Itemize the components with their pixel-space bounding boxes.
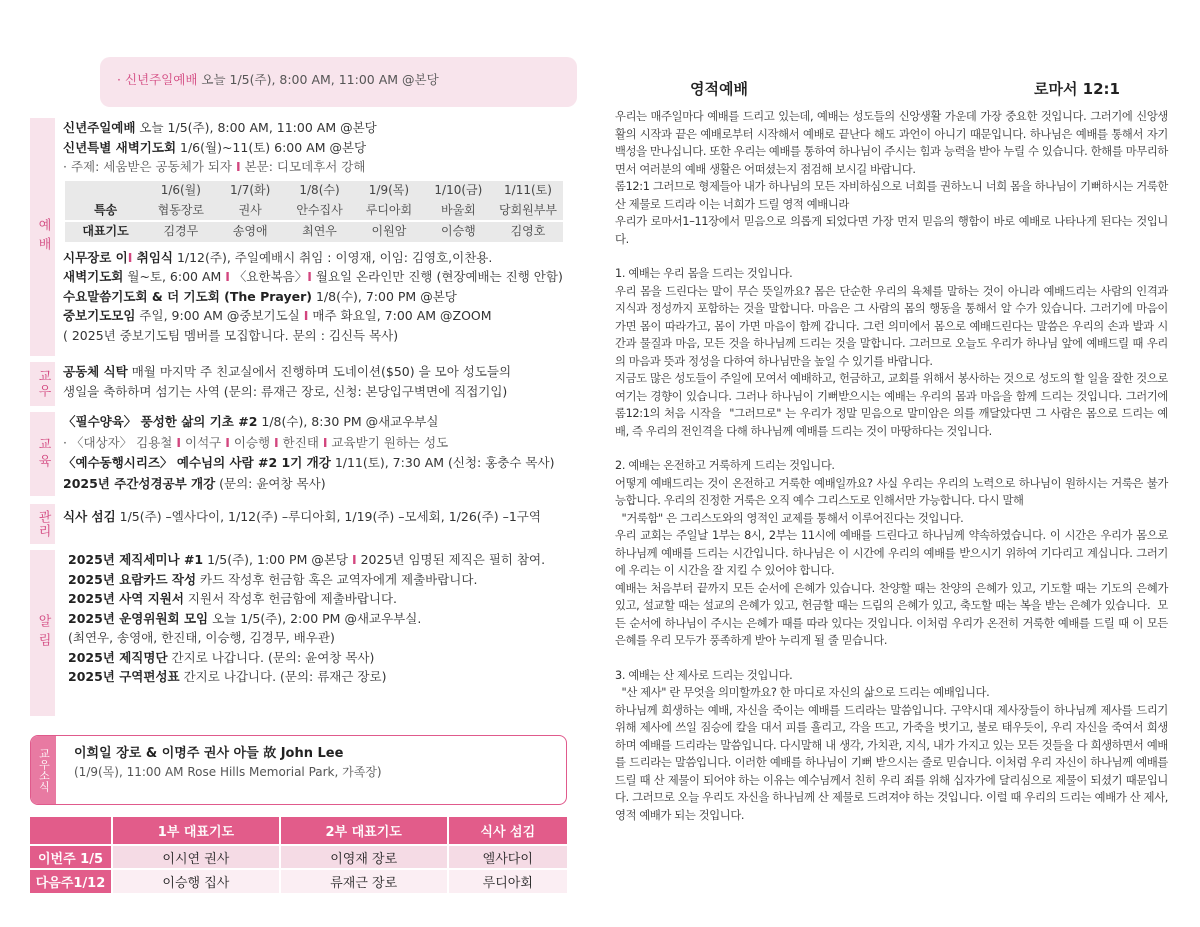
schedule-cell: 이원암 [354,221,423,242]
schedule-cell: 바울회 [424,201,493,222]
management-section [30,504,560,544]
schedule-cell: 최연우 [285,221,354,242]
worship-line: 새벽기도회 월~토, 6:00 AM I 〈요한복음〉I 월요일 온라인만 진행 (현장예배는 진행 안함) [63,269,563,284]
table-corner [65,181,146,201]
worship-line: · 주제: 세움받은 공동체가 되자 I 본문: 디모데후서 강해 [63,159,366,174]
sermon-title: 영적예배 [690,80,748,98]
row-label: 대표기도 [65,221,146,242]
duty-header: 2부 대표기도 [280,817,448,845]
worship-line: 중보기도모임 주일, 9:00 AM @중보기도실 I 매주 화요일, 7:00 AM @ZOOM [63,308,492,323]
service-duty-table [30,817,567,893]
condolence-title: 이희일 장로 & 이명주 권사 아들 故 John Lee [74,746,344,761]
notice-section [30,550,560,716]
sermon-paragraph: 우리는 매주일마다 예배를 드리고 있는데, 예배는 성도들의 신앙생활 가운데 가장 중요한 것입니다. 그러기에 신앙생활의 시작과 끝은 예배로부터 시작해서 예배로 끝난다 해도 과언이 아니기 때문입니다. 하나님은 예배를 통해서 자기 백성을 만나십니다. 또한 우리는 예배를 통하여 하나님이 주시는 힘과 능력을 받아 누릴 수 있습니다. 한해를 마무리하면서 여러분의 예배 생활은 어떠셨는지 점검해 보시길 바랍니다. 롬12:1 그러므로 형제들아 내가 하나님의 모든 자비하심으로 너희를 권하노니 너희 몸을 하나님이 기뻐하시는 거룩한 산 제물로 드리라 이는 너희가 드릴 영적 예배니라 우리가 로마서1–11장에서 믿음으로 의롭게 되었다면 가장 먼저 믿음의 행함이 바로 예배로 나타나게 된다는 것입니다. [615,110,1168,246]
worship-line: 신년주일예배 오늘 1/5(주), 8:00 AM, 11:00 AM @본당 [63,120,377,135]
schedule-cell: 협동장로 [146,201,215,222]
sermon-scripture-ref: 로마서 12:1 [1033,80,1120,98]
schedule-cell: 권사 [216,201,285,222]
worship-section [30,118,563,356]
education-tab: 교육 [30,412,55,496]
sermon-paragraph: 2. 예배는 온전하고 거룩하게 드리는 것입니다. 어떻게 예배드리는 것이 온전하고 거룩한 예배일까요? 사실 우리는 우리의 노력으로 하나님이 원하시는 거룩은 불가능합니다. 우리의 진정한 거룩은 오직 예수 그리스도로 인해서만 가능합니다. 다시 말해 "거룩함" 은 그리스도와의 영적인 교제를 통해서 이루어진다는 것입니다. 우리 교회는 주일날 1부는 8시, 2부는 11시에 예배를 드린다고 하나님께 약속하였습니다. 이 시간은 우리가 몸으로 하나님께 예배를 드리는 시간입니다. 하나님은 이 시간에 우리의 예배를 받으시기 위하여 기다리고 계십니다. 그러기에 우리는 이 시간을 잘 지킬 수 있어야 합니다. 예배는 처음부터 끝까지 모든 순서에 은혜가 있습니다. 찬양할 때는 찬양의 은혜가 있고, 기도할 때는 기도의 은혜가 있고, 설교할 때는 설교의 은혜가 있고, 헌금할 때는 드림의 은혜가 있고, 축도할 때는 복을 받는 은혜가 있습니다. 모든 순서에 하나님이 주시는 은혜가 때를 따라 있다는 것입니다. 이처럼 우리가 온전히 거룩한 예배를 드릴 때 이 모든 은혜를 우리 모두가 풍족하게 받아 누리게 될 줄 믿습니다. [615,459,1168,647]
education-section [30,412,560,496]
fellowship-body: 공동체 식탁 매월 마지막 주 친교실에서 진행하며 도네이션($50) 을 모아 성도들의 생일을 축하하며 섬기는 사역 (문의: 류재근 장로, 신청: 본당입구벽면에 직접기입) [63,364,512,399]
worship-line: 수요말씀기도회 & 더 기도회 (The Prayer) 1/8(수), 7:00 PM @본당 [63,288,457,304]
fellowship-section [30,362,560,406]
schedule-date: 1/7(화) [216,181,285,201]
worship-line: 신년특별 새벽기도회 1/6(월)~11(토) 6:00 AM @본당 [63,139,367,155]
education-body: 〈필수양육〉 풍성한 삶의 기초 #2 1/8(수), 8:30 PM @새교우부실 · 〈대상자〉 김용철 I 이석구 I 이승행 I 한진태 I 교육받기 원하는 성도 〈예수동행시리즈〉 예수님의 사람 #2 1기 개강 1/11(토), 7:30 AM (신청: 홍충수 목사) 2025년 주간성경공부 개강 (문의: 윤여창 목사) [63,414,555,491]
worship-body [63,118,563,345]
duty-cell: 이시연 권사 [112,845,280,869]
schedule-cell: 김경무 [146,221,215,242]
sermon-paragraph: 1. 예배는 우리 몸을 드리는 것입니다. 우리 몸을 드린다는 말이 무슨 뜻일까요? 몸은 단순한 우리의 육체를 말하는 것이 아니라 예배드리는 사람의 인격과 지식과 정성까지 포함하는 것을 말합니다. 마음은 그 사람의 몸의 행동을 통해서 알 수가 있습니다. 그러기에 마음이 가면 몸이 따라가고, 몸이 가면 마음이 함께 갑니다. 그런 의미에서 몸으로 예배드린다는 말씀은 우리의 손과 발과 시간과 물질과 마음, 모든 것을 하나님께 드리는 것을 말합니다. 그러므로 오늘도 우리가 하나님 앞에 예배드릴 때 우리의 마음과 뜻과 정성을 다하여 하나님만을 높일 수 있기를 바랍니다. 지금도 많은 성도들이 주일에 모여서 예배하고, 헌금하고, 교회를 위해서 봉사하는 것으로 성도의 할 일을 잘한 것으로 여기는 경향이 있습니다. 그러나 하나님이 기뻐받으시는 예배는 우리의 몸과 마음을 함께 드리는 것입니다. 그러기에 롬12:1의 처음 시작을 "그러므로" 는 우리가 정말 믿음으로 말미암은 의를 깨달았다면 그 사람은 몸으로 드리는 예배, 즉 우리의 전인격을 다해 하나님께 예배를 드리는 것이 마땅하다는 것입니다. [615,267,1168,438]
sermon-paragraph: 3. 예배는 산 제사로 드리는 것입니다. "산 제사" 란 무엇을 의미할까요? 한 마디로 자신의 삶으로 드리는 예배입니다. 하나님께 희생하는 예배, 자신을 죽이는 예배를 드리라는 말씀입니다. 구약시대 제사장들이 하나님께 제사를 드리기 위해 제사에 쓰일 짐승에 칼을 대서 피를 흘리고, 각을 뜨고, 가죽을 벗기고, 불로 태우듯이, 우리 자신을 죽여서 희생하며 예배를 드리라는 말씀입니다. 다시말해 내 생각, 가치관, 지식, 내가 가지고 있는 모든 것들을 다 희생하면서 예배를 드리라는 말씀입니다. 이러한 예배를 하나님이 기뻐 받으시는 줄로 믿습니다. 이처럼 우리 자신이 하나님께 예배를 드릴 때 산 제물이 되어야 하는 이유는 예수님께서 친히 우리 죄를 위해 십자가에 달리심으로 제물이 되셨기 때문입니다. 그러므로 오늘 우리도 자신을 하나님께 산 제물로 드려져야 하는 것입니다. 이럴 때 우리의 드리는 예배가 산 제사, 영적 예배가 되는 것입니다. [615,668,1168,822]
schedule-cell: 당회원부부 [493,201,563,222]
management-body: 식사 섬김 1/5(주) –엘사다이, 1/12(주) –루디아회, 1/19(주) –모세회, 1/26(주) –1구역 [63,509,541,524]
worship-line: 시무장로 이I 취임식 1/12(주), 주일예배시 취임 : 이영재, 이임: 김영호,이찬용. [63,249,493,265]
duty-header: 1부 대표기도 [112,817,280,845]
duty-cell: 엘사다이 [448,845,567,869]
duty-cell: 이영재 장로 [280,845,448,869]
schedule-cell: 루디아회 [354,201,423,222]
schedule-date: 1/10(금) [424,181,493,201]
schedule-date: 1/6(월) [146,181,215,201]
schedule-cell: 이승행 [424,221,493,242]
duty-header: 식사 섬김 [448,817,567,845]
schedule-cell: 송영애 [216,221,285,242]
member-news-tab: 교우소식 [31,736,56,804]
banner-title: · 신년주일예배 [117,72,198,87]
duty-header [30,817,112,845]
duty-cell: 루디아회 [448,869,567,893]
duty-cell: 이승행 집사 [112,869,280,893]
schedule-date: 1/8(수) [285,181,354,201]
duty-cell: 류재근 장로 [280,869,448,893]
worship-tab: 예배 [30,118,55,356]
row-label: 특송 [65,201,146,222]
notice-body: 2025년 제직세미나 #1 1/5(주), 1:00 PM @본당 I 2025년 임명된 제직은 필히 참여. 2025년 요람카드 작성 카드 작성후 헌금함 혹은 교역자에게 제출바랍니다. 2025년 사역 지원서 지원서 작성후 헌금함에 제출바랍니다. 2025년 운영위원회 모임 오늘 1/5(주), 2:00 PM @새교우부실. (최연우, 송영애, 한진태, 이승행, 김경무, 배우관) 2025년 제직명단 간지로 나갑니다. (문의: 윤여창 목사) 2025년 구역편성표 간지로 나갑니다. (문의: 류재근 장로) [68,552,546,684]
condolence-detail: (1/9(목), 11:00 AM Rose Hills Memorial Park, 가족장) [74,765,382,779]
fellowship-tab: 교우 [30,362,55,406]
duty-row-label: 이번주 1/5 [30,845,112,869]
member-news-box [30,735,567,805]
banner-text: 오늘 1/5(주), 8:00 AM, 11:00 AM @본당 [197,72,439,87]
new-year-service-banner [100,57,577,107]
duty-row-label: 다음주1/12 [30,869,112,893]
worship-line: ( 2025년 중보기도팀 멤버를 모집합니다. 문의 : 김신득 목사) [63,327,399,343]
sermon-body [615,108,1168,824]
schedule-cell: 김영호 [493,221,563,242]
schedule-cell: 안수집사 [285,201,354,222]
schedule-date: 1/11(토) [493,181,563,201]
notice-tab: 알림 [30,550,55,716]
management-tab: 관리 [30,504,55,544]
schedule-date: 1/9(목) [354,181,423,201]
dawn-prayer-schedule-table [65,181,563,242]
